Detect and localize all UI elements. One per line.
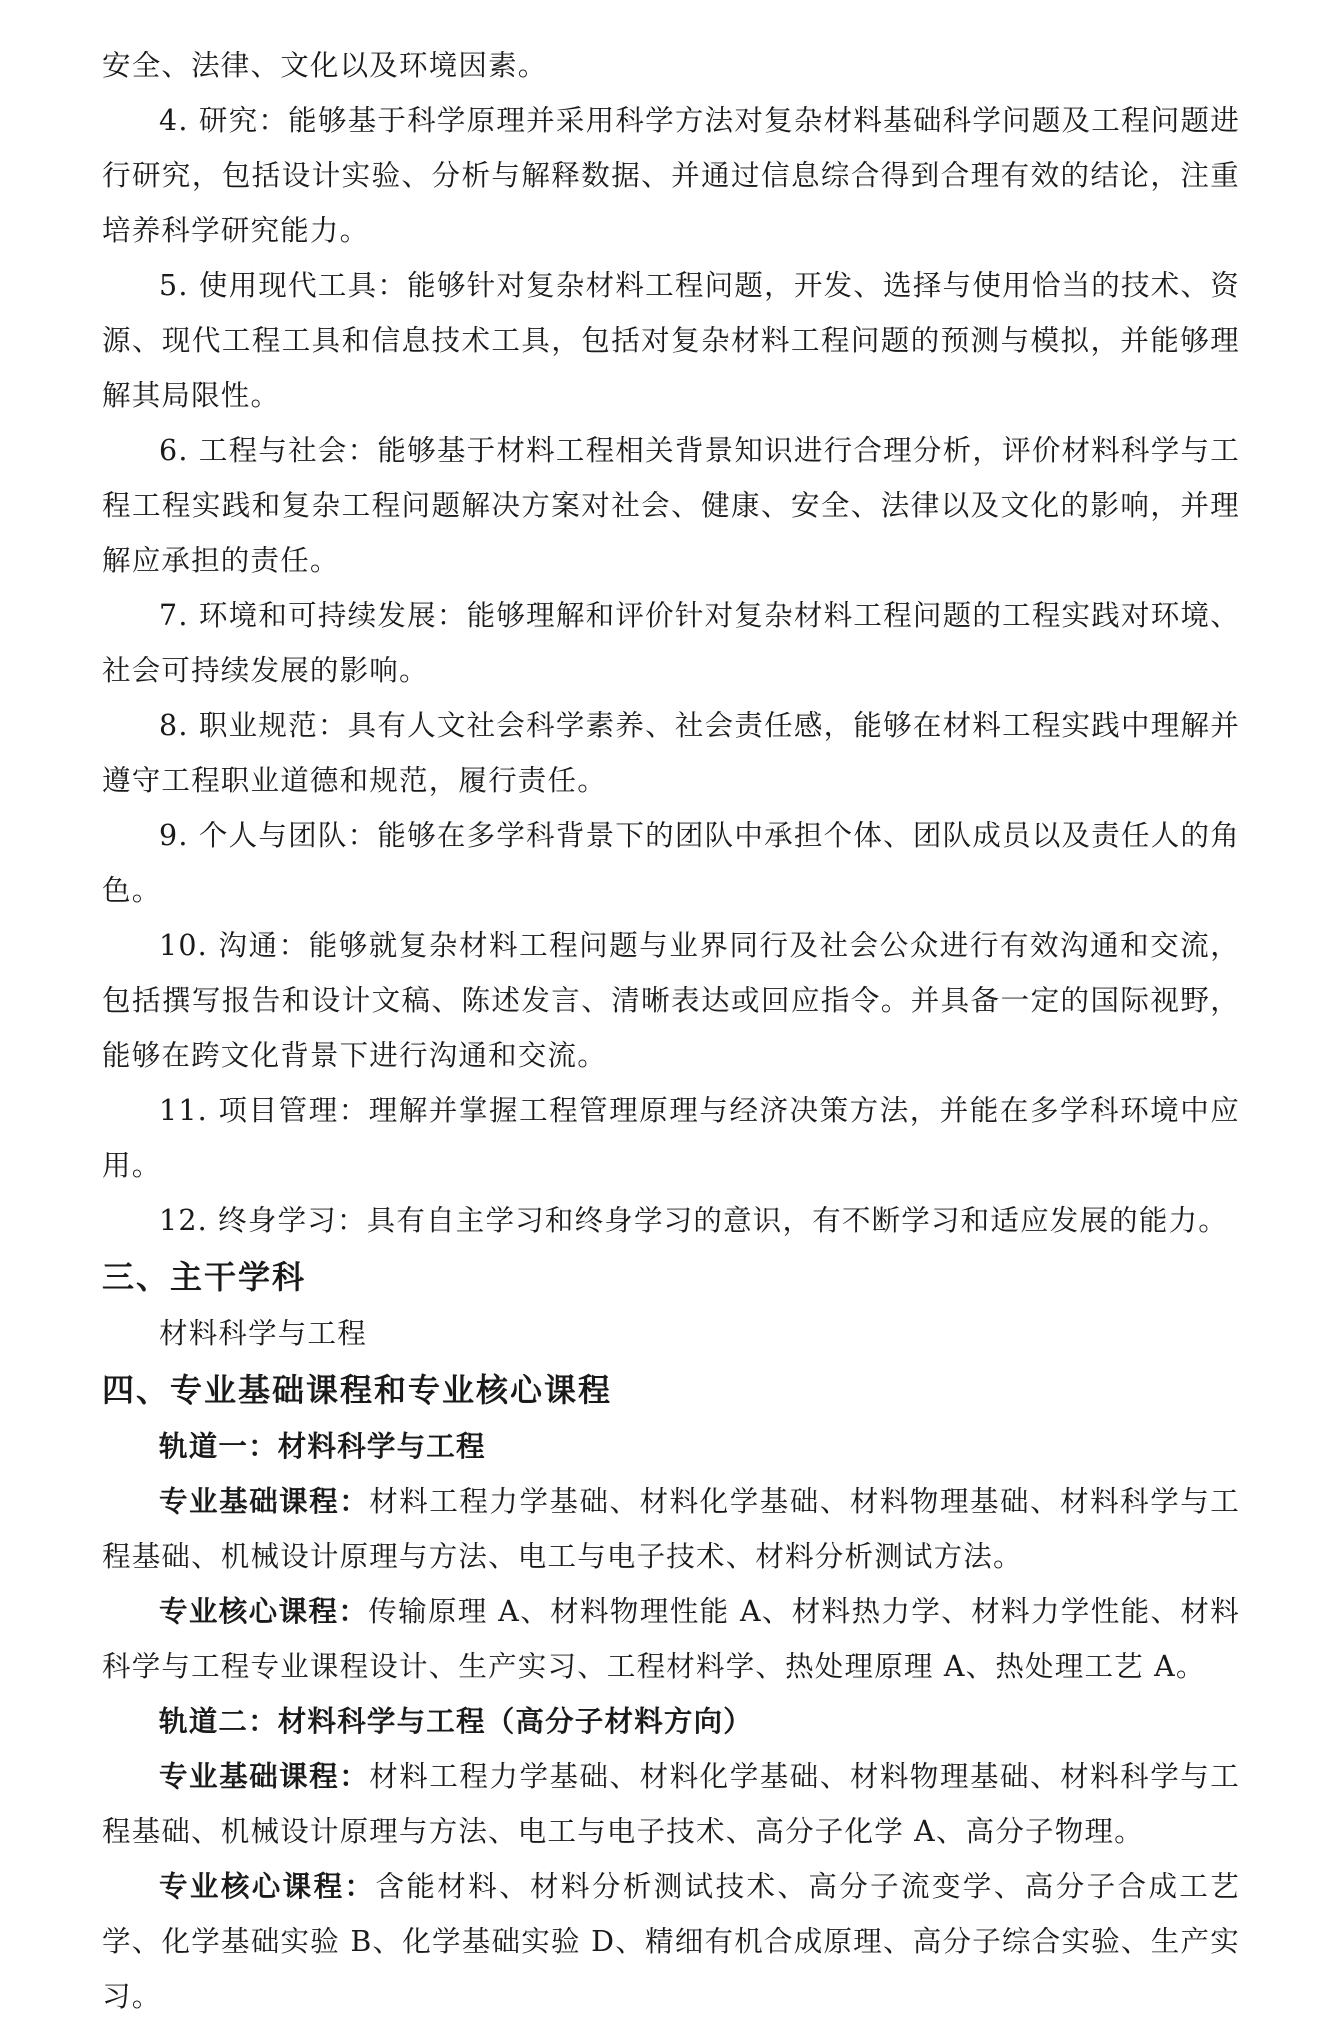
paragraph-item-10: 10. 沟通：能够就复杂材料工程问题与业界同行及社会公众进行有效沟通和交流，包括撰写报告和设计文稿、陈述发言、清晰表达或回应指令。并具备一定的国际视野，能够在跨文化背景下进行沟通和交流。: [102, 929, 1240, 1072]
track-2-title: 轨道二：材料科学与工程（高分子材料方向）: [159, 1704, 754, 1738]
track-2-core-text: 含能材料、材料分析测试技术、高分子流变学、高分子合成工艺学、化学基础实验 B、化学基础实验 D、精细有机合成原理、高分子综合实验、生产实习。: [102, 1870, 1240, 2013]
paragraph-item-11: 11. 项目管理：理解并掌握工程管理原理与经济决策方法，并能在多学科环境中应用。: [102, 1094, 1240, 1182]
document-body: [102, 38, 1240, 2024]
track-1-basic-courses: [102, 1474, 1240, 1584]
track-2-core-label: 专业核心课程：: [159, 1869, 376, 1903]
section-heading-courses: 四、专业基础课程和专业核心课程: [102, 1371, 613, 1409]
paragraph-item-6: 6. 工程与社会：能够基于材料工程相关背景知识进行合理分析，评价材料科学与工程工程实践和复杂工程问题解决方案对社会、健康、安全、法律以及文化的影响，并理解应承担的责任。: [102, 434, 1240, 577]
track-1-title: 轨道一：材料科学与工程: [159, 1429, 486, 1463]
track-1-basic-text: 材料工程力学基础、材料化学基础、材料物理基础、材料科学与工程基础、机械设计原理与方法、电工与电子技术、材料分析测试方法。: [102, 1485, 1240, 1573]
track-1-core-text: 传输原理 A、材料物理性能 A、材料热力学、材料力学性能、材料科学与工程专业课程设计、生产实习、工程材料学、热处理原理 A、热处理工艺 A。: [102, 1595, 1240, 1683]
section-heading-main-discipline: 三、主干学科: [102, 1258, 307, 1296]
paragraph-item-5: 5. 使用现代工具：能够针对复杂材料工程问题，开发、选择与使用恰当的技术、资源、现代工程工具和信息技术工具，包括对复杂材料工程问题的预测与模拟，并能够理解其局限性。: [102, 269, 1240, 412]
track-1-core-courses: [102, 1584, 1240, 1694]
paragraph-item-9: 9. 个人与团队：能够在多学科背景下的团队中承担个体、团队成员以及责任人的角色。: [102, 819, 1240, 907]
track-2-basic-courses: [102, 1749, 1240, 1859]
paragraph-item-4: 4. 研究：能够基于科学原理并采用科学方法对复杂材料基础科学问题及工程问题进行研究，包括设计实验、分析与解释数据、并通过信息综合得到合理有效的结论，注重培养科学研究能力。: [102, 104, 1240, 247]
track-2-basic-label: 专业基础课程：: [159, 1759, 370, 1793]
track-2-basic-text: 材料工程力学基础、材料化学基础、材料物理基础、材料科学与工程基础、机械设计原理与方法、电工与电子技术、高分子化学 A、高分子物理。: [102, 1760, 1240, 1848]
track-1-core-label: 专业核心课程：: [159, 1594, 369, 1628]
track-2-core-courses: [102, 1859, 1240, 2024]
main-discipline-text: 材料科学与工程: [159, 1317, 367, 1350]
paragraph-item-12: 12. 终身学习：具有自主学习和终身学习的意识，有不断学习和适应发展的能力。: [159, 1204, 1228, 1237]
paragraph-item-7: 7. 环境和可持续发展：能够理解和评价针对复杂材料工程问题的工程实践对环境、社会可持续发展的影响。: [102, 599, 1240, 687]
track-1-basic-label: 专业基础课程：: [159, 1484, 370, 1518]
paragraph-continuation: 安全、法律、文化以及环境因素。: [102, 49, 548, 82]
paragraph-item-8: 8. 职业规范：具有人文社会科学素养、社会责任感，能够在材料工程实践中理解并遵守工程职业道德和规范，履行责任。: [102, 709, 1240, 797]
